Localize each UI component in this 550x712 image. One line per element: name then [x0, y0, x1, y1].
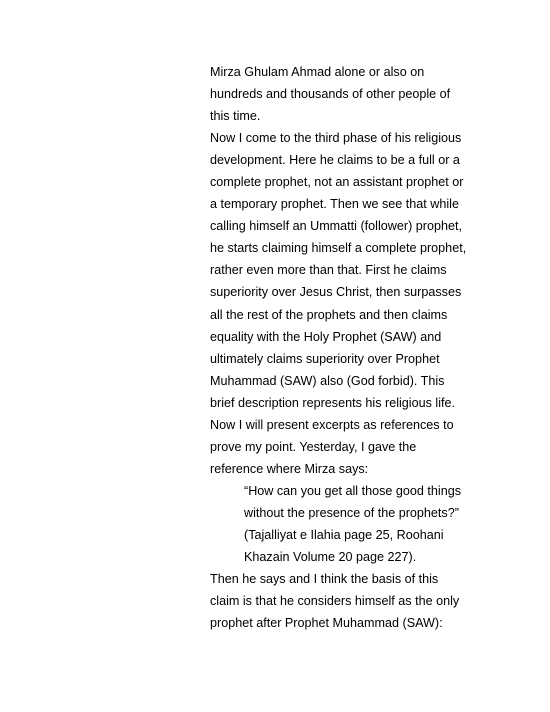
block-quote: “How can you get all those good things without the presence of the prophets?” (Tajalliyat e Ilahia page 25, Roohani Khazain Volume 20 page 227). [244, 483, 462, 565]
body-text [210, 61, 500, 634]
paragraph-third-phase: Now I come to the third phase of his religious development. Here he claims to be a full or a complete prophet, not an assistant prophet or a temporary prophet. Then we see that while calling himself an Ummatti (follower) prophet, he starts claiming himself a complete prophet, rather even more than that. First he claims superiority over Jesus Christ, then surpasses all the rest of the prophets and then claims equality with the Holy Prophet (SAW) and ultimately claims superiority over Prophet Muhammad (SAW) also (God forbid). This brief description represents his religious life. Now I will present excerpts as references to prove my point. Yesterday, I gave the reference where Mirza says: [210, 131, 467, 476]
paragraph-closing: Then he says and I think the basis of this claim is that he considers himself as the only prophet after Prophet Muhammad (SAW): [210, 572, 460, 631]
paragraph-intro: Mirza Ghulam Ahmad alone or also on hundreds and thousands of other people of this time. [210, 65, 451, 124]
